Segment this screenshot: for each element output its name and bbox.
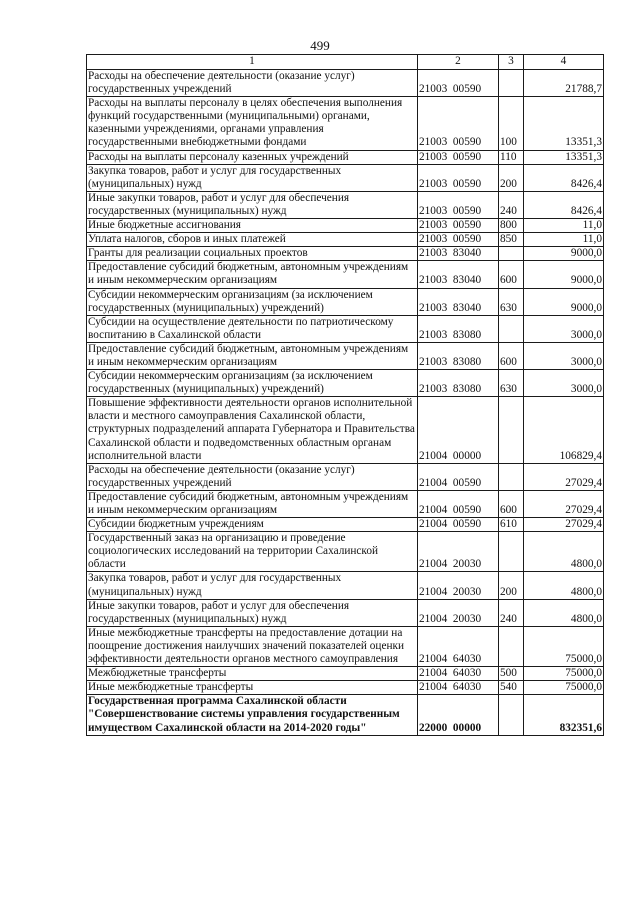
row-code-cell: 21004 64030 [418, 667, 499, 681]
table-body [87, 70, 604, 736]
row-type-cell [499, 695, 524, 735]
row-code-cell: 22000 00000 [418, 695, 499, 735]
row-type-cell: 600 [499, 261, 524, 288]
row-name-cell: Уплата налогов, сборов и иных платежей [87, 233, 418, 247]
row-amount-cell: 4800,0 [524, 572, 604, 599]
row-name-cell: Государственный заказ на организацию и проведение социологических исследований на территории Сахалинской области [87, 532, 418, 572]
row-code-cell: 21003 00590 [418, 150, 499, 164]
row-name-cell: Иные закупки товаров, работ и услуг для обеспечения государственных (муниципальных) нужд [87, 191, 418, 218]
row-type-cell: 600 [499, 342, 524, 369]
row-name-cell: Расходы на обеспечение деятельности (оказание услуг) государственных учреждений [87, 70, 418, 97]
table-row [87, 370, 604, 397]
row-amount-cell: 27029,4 [524, 518, 604, 532]
row-code-cell: 21003 83080 [418, 342, 499, 369]
row-amount-cell: 106829,4 [524, 397, 604, 463]
row-name-cell: Гранты для реализации социальных проектов [87, 247, 418, 261]
row-type-cell [499, 532, 524, 572]
row-name-cell: Иные закупки товаров, работ и услуг для обеспечения государственных (муниципальных) нужд [87, 599, 418, 626]
row-code-cell: 21004 00590 [418, 518, 499, 532]
row-amount-cell: 9000,0 [524, 288, 604, 315]
row-name-cell: Субсидии на осуществление деятельности по патриотическому воспитанию в Сахалинской области [87, 315, 418, 342]
row-amount-cell: 4800,0 [524, 532, 604, 572]
table-row [87, 164, 604, 191]
row-amount-cell: 3000,0 [524, 370, 604, 397]
row-code-cell: 21003 83040 [418, 261, 499, 288]
table-row [87, 695, 604, 735]
header-col-1: 1 [87, 55, 418, 70]
header-col-2: 2 [418, 55, 499, 70]
row-code-cell: 21003 83040 [418, 247, 499, 261]
table-row [87, 518, 604, 532]
row-code-cell: 21003 83080 [418, 315, 499, 342]
table-row [87, 397, 604, 463]
row-type-cell: 200 [499, 572, 524, 599]
table-row [87, 233, 604, 247]
row-code-cell: 21004 00000 [418, 397, 499, 463]
row-amount-cell: 11,0 [524, 233, 604, 247]
row-code-cell: 21004 00590 [418, 490, 499, 517]
header-col-4: 4 [524, 55, 604, 70]
row-name-cell: Субсидии некоммерческим организациям (за исключением государственных (муниципальных) учреждений) [87, 370, 418, 397]
table-row [87, 572, 604, 599]
table-row [87, 288, 604, 315]
row-code-cell: 21003 83040 [418, 288, 499, 315]
row-type-cell: 630 [499, 370, 524, 397]
row-code-cell: 21003 00590 [418, 70, 499, 97]
table-row [87, 247, 604, 261]
row-amount-cell: 21788,7 [524, 70, 604, 97]
table-row [87, 490, 604, 517]
row-type-cell: 110 [499, 150, 524, 164]
row-amount-cell: 75000,0 [524, 667, 604, 681]
row-type-cell: 630 [499, 288, 524, 315]
row-type-cell: 540 [499, 681, 524, 695]
row-amount-cell: 75000,0 [524, 681, 604, 695]
row-name-cell: Государственная программа Сахалинской области "Совершенствование системы управления государственным имуществом Сахалинской области на 2014-2020 годы" [87, 695, 418, 735]
row-code-cell: 21004 64030 [418, 626, 499, 666]
row-type-cell: 200 [499, 164, 524, 191]
row-name-cell: Межбюджетные трансферты [87, 667, 418, 681]
row-code-cell: 21004 20030 [418, 532, 499, 572]
table-row [87, 70, 604, 97]
row-name-cell: Предоставление субсидий бюджетным, автономным учреждениям и иным некоммерческим организациям [87, 490, 418, 517]
row-name-cell: Закупка товаров, работ и услуг для государственных (муниципальных) нужд [87, 572, 418, 599]
table-row [87, 681, 604, 695]
row-name-cell: Иные межбюджетные трансферты на предоставление дотации на поощрение достижения наилучших значений показателей оценки эффективности деятельности органов местного самоуправления [87, 626, 418, 666]
table-header-row [87, 55, 604, 70]
row-amount-cell: 8426,4 [524, 191, 604, 218]
row-amount-cell: 75000,0 [524, 626, 604, 666]
row-type-cell [499, 315, 524, 342]
row-name-cell: Закупка товаров, работ и услуг для государственных (муниципальных) нужд [87, 164, 418, 191]
budget-table [86, 54, 604, 736]
row-type-cell: 800 [499, 219, 524, 233]
row-amount-cell: 11,0 [524, 219, 604, 233]
table-row [87, 667, 604, 681]
row-type-cell: 240 [499, 191, 524, 218]
row-name-cell: Субсидии некоммерческим организациям (за исключением государственных (муниципальных) учреждений) [87, 288, 418, 315]
table-row [87, 97, 604, 150]
row-type-cell [499, 397, 524, 463]
row-code-cell: 21003 83080 [418, 370, 499, 397]
table-row [87, 219, 604, 233]
row-name-cell: Иные бюджетные ассигнования [87, 219, 418, 233]
row-type-cell [499, 70, 524, 97]
table-row [87, 191, 604, 218]
row-name-cell: Повышение эффективности деятельности органов исполнительной власти и местного самоуправления Сахалинской области, структурных подразделений аппарата Губернатора и Правительства Сахалинской области и подведомственных областным органам исполнительной власти [87, 397, 418, 463]
row-code-cell: 21003 00590 [418, 97, 499, 150]
row-code-cell: 21003 00590 [418, 191, 499, 218]
row-code-cell: 21004 20030 [418, 572, 499, 599]
row-type-cell: 600 [499, 490, 524, 517]
table-row [87, 599, 604, 626]
row-amount-cell: 27029,4 [524, 463, 604, 490]
row-code-cell: 21004 64030 [418, 681, 499, 695]
row-type-cell: 610 [499, 518, 524, 532]
row-type-cell [499, 247, 524, 261]
row-type-cell: 500 [499, 667, 524, 681]
row-amount-cell: 3000,0 [524, 315, 604, 342]
row-code-cell: 21003 00590 [418, 233, 499, 247]
row-amount-cell: 832351,6 [524, 695, 604, 735]
row-name-cell: Предоставление субсидий бюджетным, автономным учреждениям и иным некоммерческим организациям [87, 261, 418, 288]
table-row [87, 626, 604, 666]
table-row [87, 150, 604, 164]
row-amount-cell: 13351,3 [524, 150, 604, 164]
row-type-cell: 850 [499, 233, 524, 247]
row-code-cell: 21003 00590 [418, 219, 499, 233]
row-type-cell [499, 463, 524, 490]
row-amount-cell: 27029,4 [524, 490, 604, 517]
row-code-cell: 21003 00590 [418, 164, 499, 191]
page-number: 499 [310, 38, 330, 53]
row-amount-cell: 13351,3 [524, 97, 604, 150]
row-name-cell: Расходы на выплаты персоналу в целях обеспечения выполнения функций государственными (муниципальными) органами, казенными учреждениями, органами управления государственными внебюджетными фондами [87, 97, 418, 150]
row-amount-cell: 8426,4 [524, 164, 604, 191]
table-row [87, 342, 604, 369]
row-code-cell: 21004 00590 [418, 463, 499, 490]
header-col-3: 3 [499, 55, 524, 70]
row-amount-cell: 3000,0 [524, 342, 604, 369]
table-row [87, 532, 604, 572]
row-name-cell: Расходы на выплаты персоналу казенных учреждений [87, 150, 418, 164]
table-row [87, 261, 604, 288]
row-code-cell: 21004 20030 [418, 599, 499, 626]
row-amount-cell: 9000,0 [524, 261, 604, 288]
row-name-cell: Субсидии бюджетным учреждениям [87, 518, 418, 532]
row-type-cell: 240 [499, 599, 524, 626]
table-row [87, 315, 604, 342]
row-name-cell: Расходы на обеспечение деятельности (оказание услуг) государственных учреждений [87, 463, 418, 490]
row-amount-cell: 4800,0 [524, 599, 604, 626]
table-row [87, 463, 604, 490]
row-amount-cell: 9000,0 [524, 247, 604, 261]
row-type-cell [499, 626, 524, 666]
row-type-cell: 100 [499, 97, 524, 150]
row-name-cell: Иные межбюджетные трансферты [87, 681, 418, 695]
row-name-cell: Предоставление субсидий бюджетным, автономным учреждениям и иным некоммерческим организациям [87, 342, 418, 369]
